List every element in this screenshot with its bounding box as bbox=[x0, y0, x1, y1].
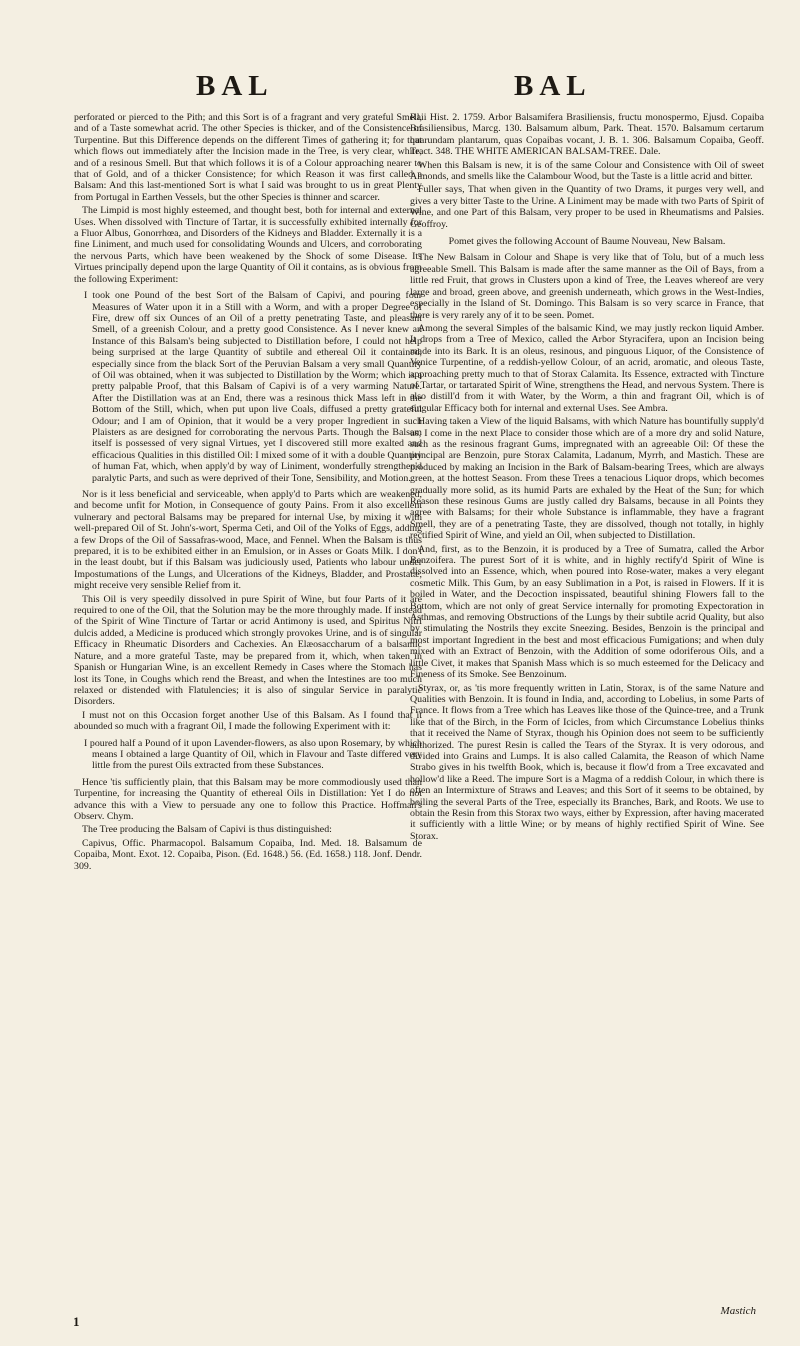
left-column bbox=[74, 112, 422, 1307]
catchword: Mastich bbox=[720, 1305, 756, 1317]
paragraph: Raii Hist. 2. 1759. Arbor Balsamifera Brasiliensis, fructu monospermo, Ejusd. Copaiba Brasiliensibus, Marcg. 130. Balsamum album, Park. Theat. 1570. Balsamum certarum quarundam plantarum, quas Copaibas vocant, J. B. 1. 306. Balsamum Copaiba, Geoff. Tract. 348. THE WHITE AMERICAN BALSAM-TREE. Dale. bbox=[410, 112, 764, 158]
paragraph: This Oil is very speedily dissolved in pure Spirit of Wine, but four Parts of it are required to one of the Oil, that the Solution may be the more throughly made. If instead of the Spirit of Wine Tincture of Tartar or acrid Antimony is used, and Spiritus Nitri dulcis added, a Medicine is produced which strongly provokes Urine, and is of singular Efficacy in Rheumatic Disorders and Cachexies. An Elæosaccharum of a balsamic Nature, and a more grateful Taste, may be prepared from it, which, when taken in Spanish or Hungarian Wine, is an excellent Remedy in Cases where the Stomach has lost its Tone, in Coughs which rend the Breast, and when the Intestines are too much relaxed or distended with Flatulencies; it is also of singular Service in paralytic Disorders. bbox=[74, 593, 422, 708]
paragraph: The Limpid is most highly esteemed, and thought best, both for internal and external Uses. When dissolved with Tincture of Tartar, it is successfully exhibited internally for a Fluor Albus, Gonorrhœa, and Disorders of the Kidneys and Bladder. Externally it is a fine Liniment, and much used for consolidating Wounds and Ulcers, and corroborating the nervous Parts, which have been weakened by the Shock of some Disease. Its Virtues principally depend upon the large Quantity of Oil it contains, as is obvious from the following Experiment: bbox=[74, 205, 422, 285]
paragraph: Having taken a View of the liquid Balsams, with which Nature has bountifully supply'd us, I come in the next Place to consider those which are of a more dry and solid Nature, such as the resinous fragrant Gums, impregnated with an agreeable Oil: Of these the principal are Benzoin, pure Storax Calamita, Ladanum, Myrrh, and Mastich. These are produced by making an Incision in the Bark of Balsam-bearing Trees, which are always green, at the hottest Season. From these Trees a tenacious Liquor drops, which becomes gradually more solid, as its humid Parts are exhaled by the Heat of the Sun; for which Reason these resinous Gums are justly called dry Balsams, because in all Points they agree with Balsams; for their whole Substance is inflammable, they have a fragrant Smell, they are of a penetrating Taste, they are dissolved, though not totally, in highly rectified Spirit of Wine, and yield an Oil, when subjected to Distillation. bbox=[410, 416, 764, 542]
quoted-experiment: I took one Pound of the best Sort of the Balsam of Capivi, and pouring four Measures of Water upon it in a Still with a Worm, and with a proper Degree of Fire, drew off six Ounces of an Oil of a pretty penetrating Taste, and pleasant Smell, of a greenish Colour, and a pretty good Consistence. As I never knew an Instance of this Balsam's being subjected to Distillation before, I could not help being surprised at the large Quantity of subtile and ethereal Oil it contained, especially since from the black Sort of the Peruvian Balsam a very small Quantity of Oil was obtained, when it was subjected to Distillation by the Worm; which is a pretty palpable Proof, that this Balsam of Capivi is of a very warming Nature. After the Distillation was at an End, there was a resinous thick Mass left in the Bottom of the Still, which, when put upon live Coals, diffused a pretty grateful Odour; and I am of Opinion, that it would be a very proper Ingredient in such Plaisters as are designed for corroborating the nervous Parts. Though the Balsam itself is possessed of very signal Virtues, yet I discovered still more exalted and efficacious Qualities in this distilled Oil: I mixed some of it with a double Quantity of human Fat, which, when apply'd by way of Liniment, wonderfully strengthen'd paralytic Parts, and such as were deprived of their Tone, Sensibility, and Motion. bbox=[84, 290, 422, 484]
quoted-experiment: I poured half a Pound of it upon Lavender-flowers, as also upon Rosemary, by which means I obtained a large Quantity of Oil, which in Flavour and Taste differed very little from the purest Oils extracted from these Substances. bbox=[84, 737, 422, 772]
running-head-right: BAL bbox=[514, 70, 592, 102]
folio-number: 1 bbox=[73, 1314, 80, 1329]
right-column bbox=[410, 112, 764, 1292]
paragraph: Among the several Simples of the balsamic Kind, we may justly reckon liquid Amber. It drops from a Tree of Mexico, called the Arbor Styracifera, upon an Incision being made into its Bark. It is an oleus, resinous, and pinguous Liquor, of the Consistence of Venice Turpentine, of a reddish-yellow Colour, of an acrid, aromatic, and oleous Taste, approaching pretty much to that of Storax Calamita. Its Essence, extracted with Tincture of Tartar, or tartarated Spirit of Wine, strengthens the Head, and nervous System. There is also distill'd from it with Water, by the Worm, a thin and fragrant Oil, which is of singular Efficacy both for internal and external Uses. See Ambra. bbox=[410, 322, 764, 414]
section-heading: Pomet gives the following Account of Baume Nouveau, New Balsam. bbox=[448, 236, 726, 248]
paragraph: Fuller says, That when given in the Quantity of two Drams, it purges very well, and gives a very bitter Taste to the Urine. A Liniment may be made with two Parts of Spirit of Wine, and one Part of this Balsam, very proper to be used in Rheumatisms and Palsies. Geoffroy. bbox=[410, 184, 764, 230]
paragraph: Nor is it less beneficial and serviceable, when apply'd to Parts which are weakened, and become unfit for Motion, in Consequence of gouty Pains. From it also excellent vulnerary and pectoral Balsams may be prepared for internal Use, by mixing it with well-prepared Oil of St. John's-wort, Sperma Ceti, and Oil of the Yolks of Eggs, adding a few Drops of the Oil of Sassafras-wood, Mace, and Fennel. When the Balsam is thus prepared, it is to be exhibited either in an Emulsion, or in Asses or Goats Milk. I don't in the least doubt, but if this Balsam was judiciously used, Patients who labour under Impostumations of the Lungs, and Ulcerations of the Kidneys, Bladder, and Prostatæ, might receive very sensible Relief from it. bbox=[74, 489, 422, 592]
paragraph: And, first, as to the Benzoin, it is produced by a Tree of Sumatra, called the Arbor Benzoifera. The purest Sort of it is white, and in highly rectify'd Spirit of Wine is dissolved into an Essence, which, when poured into Rose-water, makes a very elegant cosmetic Milk. This Gum, by an easy Sublimation in a Pot, is raised in Flowers. If it is boiled in Water, and the Decoction inspissated, beautiful shining Flowers fall to the Bottom, which are not only of great Service internally for promoting Expectoration in Asthmas, and removing Obstructions of the Lungs by their subtile acrid Quality, but also by stimulating the Nostrils they excite Sneezing. Besides, Benzoin is the principal and most important Ingredient in the best and most efficacious Fumigations; and when duly mixed with an Extract of Benzoin, with the Addition of some odoriferous Oils, and a little Civet, it makes that Spanish Mass which is so much esteemed for the Delicacy and Fineness of its Smoke. See Benzoinum. bbox=[410, 543, 764, 681]
paragraph: The New Balsam in Colour and Shape is very like that of Tolu, but of a much less agreeable Smell. This Balsam is made after the same manner as the Oil of Bays, from a little red Fruit, that grows in Clusters upon a kind of Tree, the Leaves whereof are very large and broad, green above, and greenish underneath, which grows in the West-Indies, especially in the Island of St. Domingo. This Balsam is so very scarce in France, that there is very rarely any of it to be seen. Pomet. bbox=[410, 252, 764, 321]
paragraph: Capivus, Offic. Pharmacopol. Balsamum Copaiba, Ind. Med. 18. Balsamum de Copaiba, Mont. Exot. 12. Copaiba, Pison. (Ed. 1648.) 56. (Ed. 1658.) 118. Jonf. Dendr. 309. bbox=[74, 837, 422, 872]
paragraph: When this Balsam is new, it is of the same Colour and Consistence with Oil of sweet Almonds, and smells like the Calambour Wood, but the Taste is a little acrid and bitter. bbox=[410, 159, 764, 183]
paragraph: perforated or pierced to the Pith; and this Sort is of a fragrant and very grateful Smell, and of a Taste somewhat acrid. The other Species is thicker, and of the Consistence of Turpentine. But this Difference depends on the different Times of gathering it; for that which flows out immediately after the Incision made in the Tree, is very clear, white, and of a resinous Smell. But that which follows it is of a Colour approaching nearer to that of Gold, and of a thicker Consistence; for which Reason it was first called a Balsam: And this last-mentioned Sort is what I said was brought to us in great Plenty from Portugal in Earthen Vessels, but the other Species is thinner and scarcer. bbox=[74, 112, 422, 203]
running-head-left: BAL bbox=[196, 70, 274, 102]
paragraph: Styrax, or, as 'tis more frequently written in Latin, Storax, is of the same Nature and Qualities with Benzoin. It is found in India, and, according to Lobelius, in some Parts of France. It flows from a Tree which has Leaves like those of the Quince-tree, and a Trunk like that of the Birch, in the Form of Icicles, from which Circumstance Lobelius thinks that it received the Name of Styrax, though his Opinion does not seem to be sufficiently authorized. The purest Resin is called the Tears of the Styrax. It is very odorous, and divided into Grains and Lumps. It is also called Calamita, the Reason of which Name Strabo gives in his twelfth Book, which is, because it flow'd from a Tree excavated and hollow'd like a Reed. The impure Sort is a Magma of a reddish Colour, in which there is often an Intermixture of Straws and Leaves; and this Sort of it seems to be obtained, by boiling the several Parts of the Tree, especially its Branches, Bark, and Roots. We use to obtain the Resin from this Storax two ways, either by Expression, after having macerated it sufficiently with a little Wine; or by means of highly rectified Spirit of Wine. See Storax. bbox=[410, 682, 764, 842]
paragraph: I must not on this Occasion forget another Use of this Balsam. As I found that it abounded so much with a fragrant Oil, I made the following Experiment with it: bbox=[74, 709, 422, 733]
paragraph: Hence 'tis sufficiently plain, that this Balsam may be more commodiously used than Turpentine, for increasing the Quantity of ethereal Oils in Distillation: Yet I do not advance this with a View to persuade any one to follow this Practice. Hoffman's Observ. Chym. bbox=[74, 776, 422, 822]
paragraph: The Tree producing the Balsam of Capivi is thus distinguished: bbox=[82, 824, 332, 836]
